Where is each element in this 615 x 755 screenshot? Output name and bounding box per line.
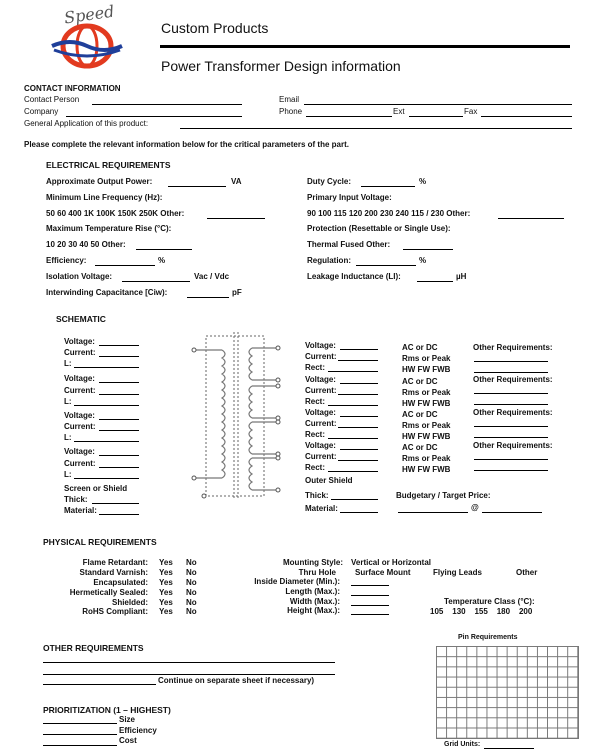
thick-label: Thick:	[64, 495, 88, 504]
out3-rect-label: Rect:	[305, 430, 326, 439]
out3-voltage-field[interactable]	[340, 416, 378, 417]
out3-rms: Rms or Peak	[402, 421, 451, 430]
surface-mount-option[interactable]: Surface Mount	[355, 568, 411, 577]
electrical-heading: ELECTRICAL REQUIREMENTS	[46, 160, 171, 170]
encapsulated-label: Encapsulated:	[93, 578, 148, 587]
instructions-text: Please complete the relevant information below for the critical parameters of the part.	[24, 140, 349, 149]
out4-current-label: Current:	[305, 452, 337, 461]
sec2-l-label: L:	[64, 397, 72, 406]
length-field[interactable]	[351, 595, 389, 596]
interwinding-label: Interwinding Capacitance [Ciw):	[46, 288, 168, 297]
out3-other-field1[interactable]	[474, 426, 548, 427]
out2-voltage-label: Voltage:	[305, 375, 336, 384]
efficiency-percent: %	[158, 256, 166, 265]
temp-options: 10 20 30 40 50 Other:	[46, 240, 126, 249]
mounting-vert-horiz[interactable]: Vertical or Horizontal	[351, 558, 432, 567]
vac-vdc-unit: Vac / Vdc	[194, 272, 230, 281]
out4-rms: Rms or Peak	[402, 454, 451, 463]
encapsulated-no[interactable]: No	[186, 578, 197, 587]
thick-field[interactable]	[92, 503, 139, 504]
voltage-options: 90 100 115 120 200 230 240 115 / 230 Other:	[307, 209, 471, 218]
varnish-no[interactable]: No	[186, 568, 197, 577]
size-label: Size	[119, 715, 136, 724]
flying-leads-option[interactable]: Flying Leads	[433, 568, 482, 577]
out1-rms: Rms or Peak	[402, 354, 451, 363]
cost-label: Cost	[119, 736, 137, 745]
hermetic-no[interactable]: No	[186, 588, 197, 597]
contact-person-label: Contact Person	[24, 95, 80, 104]
out4-hwfw: HW FW FWB	[402, 465, 451, 474]
at-symbol: @	[471, 503, 479, 512]
material-label: Material:	[64, 506, 97, 515]
company-field[interactable]	[66, 116, 242, 117]
hermetic-yes[interactable]: Yes	[159, 588, 173, 597]
temp-class-label: Temperature Class (°C):	[444, 597, 535, 606]
sec4-voltage-label: Voltage:	[64, 447, 95, 456]
out4-voltage-field[interactable]	[340, 449, 378, 450]
sec3-voltage-field[interactable]	[99, 419, 139, 420]
outer-thick-field[interactable]	[331, 499, 378, 500]
regulation-percent: %	[419, 256, 427, 265]
out2-acdc: AC or DC	[402, 377, 438, 386]
out4-other-label: Other Requirements:	[473, 441, 553, 450]
sec4-voltage-field[interactable]	[99, 455, 139, 456]
primary-input-label: Primary Input Voltage:	[307, 193, 392, 202]
out4-rect-label: Rect:	[305, 463, 326, 472]
application-field[interactable]	[180, 128, 572, 129]
sec4-current-field[interactable]	[99, 467, 139, 468]
ext-field[interactable]	[409, 116, 463, 117]
other-heading: OTHER REQUIREMENTS	[43, 643, 144, 653]
inside-dia-field[interactable]	[351, 585, 389, 586]
out1-voltage-label: Voltage:	[305, 341, 336, 350]
fax-label: Fax	[464, 107, 478, 116]
continue-note: Continue on separate sheet if necessary)	[158, 676, 315, 685]
sec3-l-field[interactable]	[74, 441, 139, 442]
company-label: Company	[24, 107, 59, 116]
out2-current-field[interactable]	[338, 394, 378, 395]
page-title: Custom Products	[161, 20, 269, 36]
sec3-current-field[interactable]	[99, 430, 139, 431]
width-label: Width (Max.):	[289, 597, 340, 606]
email-field[interactable]	[304, 104, 572, 105]
rohs-yes[interactable]: Yes	[159, 607, 173, 616]
sec1-current-label: Current:	[64, 348, 96, 357]
contact-heading: CONTACT INFORMATION	[24, 84, 121, 93]
outer-material-field[interactable]	[340, 512, 378, 513]
sec1-current-field[interactable]	[99, 356, 139, 357]
out4-acdc: AC or DC	[402, 443, 438, 452]
phone-label: Phone	[279, 107, 303, 116]
page-subtitle: Power Transformer Design information	[161, 58, 401, 74]
out1-current-label: Current:	[305, 352, 337, 361]
height-field[interactable]	[351, 614, 389, 615]
outer-material-label: Material:	[305, 504, 338, 513]
out4-other-field1[interactable]	[474, 459, 548, 460]
max-temp-label: Maximum Temperature Rise (°C):	[46, 224, 172, 233]
sec2-current-field[interactable]	[99, 394, 139, 395]
other-field-2[interactable]	[43, 674, 335, 675]
out1-other-field2[interactable]	[474, 372, 548, 373]
width-field[interactable]	[351, 605, 389, 606]
application-label: General Application of this product:	[24, 119, 149, 128]
duty-cycle-field[interactable]	[361, 186, 415, 187]
regulation-label: Regulation:	[307, 256, 351, 265]
protection-label: Protection (Resettable or Single Use):	[307, 224, 451, 233]
duty-cycle-percent: %	[419, 177, 427, 186]
voltage-other-field[interactable]	[498, 218, 564, 219]
material-field[interactable]	[99, 514, 139, 515]
out4-rect-field[interactable]	[328, 471, 378, 472]
out3-rect-field[interactable]	[328, 438, 378, 439]
sec1-l-field[interactable]	[74, 367, 139, 368]
budgetary-label: Budgetary / Target Price:	[396, 491, 491, 500]
duty-cycle-label: Duty Cycle:	[307, 177, 352, 186]
outer-shield-label: Outer Shield	[305, 476, 353, 485]
sec1-voltage-label: Voltage:	[64, 337, 95, 346]
flame-label: Flame Retardant:	[82, 558, 148, 567]
grid-units-label: Grid Units:	[444, 741, 481, 748]
physical-heading: PHYSICAL REQUIREMENTS	[43, 537, 157, 547]
sec4-current-label: Current:	[64, 459, 96, 468]
shielded-yes[interactable]: Yes	[159, 598, 173, 607]
pin-grid[interactable]	[436, 646, 579, 739]
interwinding-field[interactable]	[187, 297, 229, 298]
out4-current-field[interactable]	[338, 460, 378, 461]
other-mount-option[interactable]: Other	[516, 568, 538, 577]
sec2-voltage-label: Voltage:	[64, 374, 95, 383]
out2-other-field2[interactable]	[474, 404, 548, 405]
out2-hwfw: HW FW FWB	[402, 399, 451, 408]
efficiency-label: Efficiency:	[46, 256, 87, 265]
regulation-field[interactable]	[356, 265, 416, 266]
encapsulated-yes[interactable]: Yes	[159, 578, 173, 587]
sec4-l-field[interactable]	[74, 478, 139, 479]
efficiency-field[interactable]	[95, 265, 155, 266]
out1-rect-label: Rect:	[305, 363, 326, 372]
out4-other-field2[interactable]	[474, 470, 548, 471]
freq-other-field[interactable]	[207, 218, 265, 219]
phone-field[interactable]	[306, 116, 392, 117]
mounting-label: Mounting Style:	[283, 558, 343, 567]
shielded-label: Shielded:	[111, 598, 148, 607]
min-line-freq-label: Minimum Line Frequency (Hz):	[46, 193, 163, 202]
out1-voltage-field[interactable]	[340, 349, 378, 350]
screen-shield-label: Screen or Shield	[64, 484, 128, 493]
sec2-l-field[interactable]	[74, 405, 139, 406]
out2-rect-field[interactable]	[328, 405, 378, 406]
isolation-field[interactable]	[122, 281, 190, 282]
hermetic-label: Hermetically Sealed:	[69, 588, 148, 597]
prioritization-heading: PRIORITIZATION (1 – HIGHEST)	[43, 705, 171, 715]
sec1-voltage-field[interactable]	[99, 345, 139, 346]
out1-current-field[interactable]	[338, 360, 378, 361]
sec3-voltage-label: Voltage:	[64, 411, 95, 420]
cost-rank-field[interactable]	[43, 745, 117, 746]
out1-hwfw: HW FW FWB	[402, 365, 451, 374]
fax-field[interactable]	[481, 116, 572, 117]
logo-text: Speed	[62, 1, 116, 28]
outer-thick-label: Thick:	[305, 491, 329, 500]
thermal-fused-label: Thermal Fused Other:	[307, 240, 391, 249]
grid-units-field[interactable]	[484, 748, 534, 749]
other-field-1[interactable]	[43, 662, 335, 663]
sec3-current-label: Current:	[64, 422, 96, 431]
varnish-yes[interactable]: Yes	[159, 568, 173, 577]
rohs-no[interactable]: No	[186, 607, 197, 616]
out4-voltage-label: Voltage:	[305, 441, 336, 450]
ext-label: Ext	[393, 107, 405, 116]
out3-current-label: Current:	[305, 419, 337, 428]
out2-rect-label: Rect:	[305, 397, 326, 406]
schematic-heading: SCHEMATIC	[56, 314, 106, 324]
isolation-label: Isolation Voltage:	[46, 272, 113, 281]
thermal-fused-field[interactable]	[403, 249, 453, 250]
email-label: Email	[279, 95, 300, 104]
out3-acdc: AC or DC	[402, 410, 438, 419]
out2-rms: Rms or Peak	[402, 388, 451, 397]
contact-person-field[interactable]	[92, 104, 242, 105]
leakage-field[interactable]	[417, 281, 453, 282]
flame-no[interactable]: No	[186, 558, 197, 567]
out1-rect-field[interactable]	[328, 371, 378, 372]
budget-qty-field[interactable]	[398, 512, 468, 513]
out2-other-field1[interactable]	[474, 393, 548, 394]
speed-logo	[40, 2, 135, 74]
out3-voltage-label: Voltage:	[305, 408, 336, 417]
out1-other-label: Other Requirements:	[473, 343, 553, 352]
output-power-label: Approximate Output Power:	[46, 177, 153, 186]
temp-other-field[interactable]	[136, 249, 192, 250]
out3-hwfw: HW FW FWB	[402, 432, 451, 441]
efficiency-priority-label: Efficiency	[119, 726, 157, 735]
title-rule	[160, 45, 570, 48]
pf-unit: pF	[232, 288, 242, 297]
sec1-l-label: L:	[64, 359, 72, 368]
rohs-label: RoHS Compliant:	[82, 607, 148, 616]
length-label: Length (Max.):	[285, 587, 340, 596]
out2-other-label: Other Requirements:	[473, 375, 553, 384]
out3-current-field[interactable]	[338, 427, 378, 428]
shielded-no[interactable]: No	[186, 598, 197, 607]
varnish-label: Standard Varnish:	[79, 568, 148, 577]
efficiency-rank-field[interactable]	[43, 734, 117, 735]
leakage-label: Leakage Inductance (LI):	[307, 272, 401, 281]
thru-hole-option[interactable]: Thru Hole	[298, 568, 336, 577]
sec3-l-label: L:	[64, 433, 72, 442]
output-power-field[interactable]	[168, 186, 226, 187]
sec2-current-label: Current:	[64, 386, 96, 395]
out1-other-field1[interactable]	[474, 361, 548, 362]
va-unit: VA	[231, 177, 242, 186]
size-rank-field[interactable]	[43, 723, 117, 724]
sec4-l-label: L:	[64, 470, 72, 479]
other-field-3[interactable]	[43, 684, 156, 685]
transformer-schematic-icon	[186, 330, 286, 502]
out2-voltage-field[interactable]	[340, 383, 378, 384]
out3-other-field2[interactable]	[474, 437, 548, 438]
logo-icon	[40, 2, 135, 74]
out2-current-label: Current:	[305, 386, 337, 395]
budget-price-field[interactable]	[482, 512, 542, 513]
pin-req-heading: Pin Requirements	[458, 634, 518, 641]
temp-class-values[interactable]: 105 130 155 180 200	[430, 607, 533, 616]
sec2-voltage-field[interactable]	[99, 382, 139, 383]
freq-options: 50 60 400 1K 100K 150K 250K Other:	[46, 209, 185, 218]
flame-yes[interactable]: Yes	[159, 558, 173, 567]
out3-other-label: Other Requirements:	[473, 408, 553, 417]
uh-unit: µH	[456, 272, 467, 281]
out1-acdc: AC or DC	[402, 343, 438, 352]
height-label: Height (Max.):	[287, 606, 340, 615]
inside-dia-label: Inside Diameter (Min.):	[254, 577, 340, 586]
